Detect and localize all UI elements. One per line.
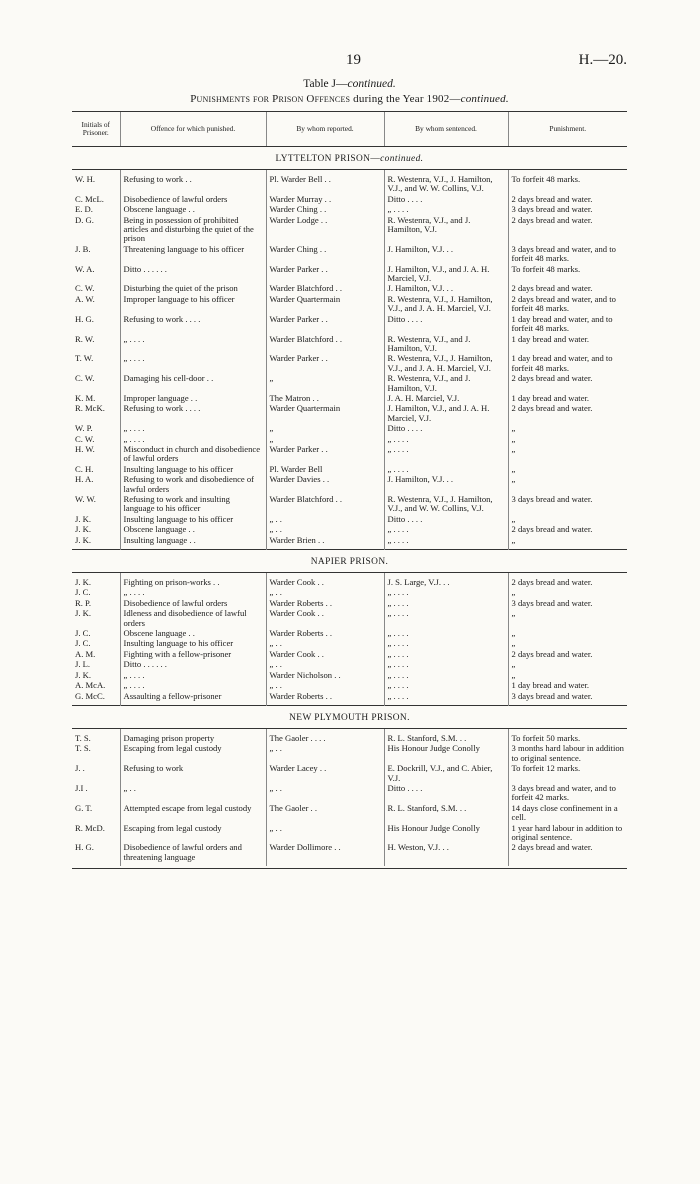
punishment-cell: 3 days bread and water.	[508, 494, 627, 514]
reporter-cell: Warder Quartermain	[266, 294, 384, 314]
offence-cell: Obscene language . .	[120, 628, 266, 638]
sentencer-cell: Ditto . . . .	[384, 783, 508, 803]
table-end-rule	[72, 866, 627, 869]
reporter-cell: „ . .	[266, 659, 384, 669]
sentencer-cell: Ditto . . . .	[384, 314, 508, 334]
sentencer-cell: R. L. Stanford, S.M. . .	[384, 803, 508, 823]
sentencer-cell: „ . . . .	[384, 649, 508, 659]
initials-cell: H. A.	[75, 474, 94, 485]
section-heading-row	[72, 550, 627, 573]
punishment-cell: „	[508, 587, 627, 597]
reporter-cell: The Matron . .	[266, 393, 384, 403]
table-row	[72, 215, 627, 244]
offence-cell: Refusing to work . . . .	[120, 403, 266, 423]
reporter-cell: Warder Cook . .	[266, 577, 384, 587]
initials-cell: J. C.	[75, 628, 91, 639]
initials-cell: R. McK.	[75, 403, 105, 414]
table-row	[72, 373, 627, 393]
sentencer-cell: Ditto . . . .	[384, 423, 508, 433]
table-row	[72, 743, 627, 763]
offence-cell: „ . . . .	[120, 434, 266, 444]
table-row	[72, 423, 627, 433]
offence-cell: Disturbing the quiet of the prison	[120, 283, 266, 293]
punishment-cell: 3 days bread and water, and to forfeit 48 marks.	[508, 244, 627, 264]
punishment-cell: „	[508, 423, 627, 433]
reporter-cell: Pl. Warder Bell . .	[266, 174, 384, 194]
sentencer-cell: R. Westenra, V.J., J. Hamilton, V.J., and J. A. H. Marciel, V.J.	[384, 353, 508, 373]
initials-cell: T. S.	[75, 732, 91, 743]
offence-cell: „ . . . .	[120, 423, 266, 433]
section-heading-row	[72, 147, 627, 170]
initials-cell: J. K.	[75, 534, 91, 545]
reporter-cell: Warder Nicholson . .	[266, 670, 384, 680]
sentencer-cell: „ . . . .	[384, 608, 508, 628]
sentencer-cell: J. S. Large, V.J. . .	[384, 577, 508, 587]
reporter-cell: Warder Davies . .	[266, 474, 384, 494]
table-row	[72, 577, 627, 587]
initials-cell: H. W.	[75, 443, 95, 454]
table-row	[72, 670, 627, 680]
table-row	[72, 608, 627, 628]
reporter-cell: Warder Roberts . .	[266, 598, 384, 608]
reporter-cell: „ . .	[266, 743, 384, 763]
reporter-cell: „ . .	[266, 638, 384, 648]
section-title-text: NEW PLYMOUTH PRISON.	[289, 713, 410, 724]
table-title-italic: continued.	[347, 78, 396, 90]
table-row	[72, 444, 627, 464]
initials-cell: R. McD.	[75, 822, 105, 833]
page-reference: H.—20.	[578, 52, 627, 68]
punishment-cell: 2 days bread and water.	[508, 577, 627, 587]
sentencer-cell: „ . . . .	[384, 587, 508, 597]
offence-cell: Damaging his cell-door . .	[120, 373, 266, 393]
table-row	[72, 638, 627, 648]
punishment-cell: 3 days bread and water.	[508, 598, 627, 608]
reporter-cell: Warder Parker . .	[266, 314, 384, 334]
initials-cell: J.I .	[75, 782, 88, 793]
sentencer-cell: H. Weston, V.J. . .	[384, 842, 508, 862]
reporter-cell: „ . .	[266, 514, 384, 524]
col-reported: By whom reported.	[266, 112, 384, 147]
sentencer-cell: „ . . . .	[384, 691, 508, 701]
sentencer-cell: Ditto . . . .	[384, 194, 508, 204]
table-title	[72, 78, 627, 93]
table-row	[72, 628, 627, 638]
punishment-cell: „	[508, 434, 627, 444]
reporter-cell: Warder Parker . .	[266, 264, 384, 284]
offence-cell: Refusing to work . . . .	[120, 314, 266, 334]
punishment-cell: 3 months hard labour in addition to original sentence.	[508, 743, 627, 763]
punishment-cell: 1 day bread and water, and to forfeit 48 marks.	[508, 314, 627, 334]
initials-cell: C. McL.	[75, 193, 104, 204]
reporter-cell: „	[266, 423, 384, 433]
initials-cell: W. A.	[75, 263, 95, 274]
initials-cell: J. L.	[75, 659, 91, 670]
table-row	[72, 283, 627, 293]
section-heading-row	[72, 705, 627, 728]
punishment-cell: „	[508, 608, 627, 628]
punishment-cell: 1 day bread and water.	[508, 334, 627, 354]
subtitle-smallcaps: Punishments for Prison Offences	[190, 93, 351, 105]
initials-cell: G. McC.	[75, 690, 105, 701]
offence-cell: Disobedience of lawful orders and threatening language	[120, 842, 266, 862]
sentencer-cell: „ . . . .	[384, 670, 508, 680]
punishment-cell: 2 days bread and water.	[508, 842, 627, 862]
table-row	[72, 535, 627, 545]
section-title	[72, 147, 627, 170]
table-row	[72, 691, 627, 701]
offence-cell: „ . . . .	[120, 670, 266, 680]
punishment-cell: „	[508, 659, 627, 669]
col-initials: Initials of Prisoner.	[72, 112, 120, 147]
table-row	[72, 842, 627, 862]
sentencer-cell: J. A. H. Marciel, V.J.	[384, 393, 508, 403]
table-row	[72, 294, 627, 314]
initials-cell: J. K.	[75, 669, 91, 680]
table-row	[72, 264, 627, 284]
initials-cell: D. G.	[75, 214, 94, 225]
offence-cell: Disobedience of lawful orders	[120, 194, 266, 204]
reporter-cell: „	[266, 373, 384, 393]
sentencer-cell: „ . . . .	[384, 628, 508, 638]
initials-cell: W. W.	[75, 494, 96, 504]
sentencer-cell: R. Westenra, V.J., and J. Hamilton, V.J.	[384, 334, 508, 354]
sentencer-cell: R. Westenra, V.J., and J. Hamilton, V.J.	[384, 215, 508, 244]
reporter-cell: Warder Cook . .	[266, 649, 384, 659]
subtitle-mid: during the Year 1902—	[350, 93, 461, 105]
reporter-cell: The Gaoler . .	[266, 803, 384, 823]
punishment-cell: 2 days bread and water.	[508, 403, 627, 423]
initials-cell: J. .	[75, 763, 85, 774]
punishment-cell: „	[508, 638, 627, 648]
punishment-cell: 2 days bread and water.	[508, 215, 627, 244]
offence-cell: Misconduct in church and disobedience of lawful orders	[120, 444, 266, 464]
offence-cell: Improper language . .	[120, 393, 266, 403]
punishment-cell: „	[508, 514, 627, 524]
offence-cell: Threatening language to his officer	[120, 244, 266, 264]
sentencer-cell: R. Westenra, V.J., J. Hamilton, V.J., and J. A. H. Marciel, V.J.	[384, 294, 508, 314]
reporter-cell: Warder Dollimore . .	[266, 842, 384, 862]
document-page	[72, 52, 627, 869]
end-rule-cell	[72, 866, 627, 869]
initials-cell: E. D.	[75, 204, 93, 215]
table-row	[72, 598, 627, 608]
offence-cell: Insulting language to his officer	[120, 464, 266, 474]
sentencer-cell: J. Hamilton, V.J., and J. A. H. Marciel, V.J.	[384, 403, 508, 423]
offence-cell: „ . . . .	[120, 353, 266, 373]
table-row	[72, 353, 627, 373]
reporter-cell: „ . .	[266, 783, 384, 803]
table-row	[72, 680, 627, 690]
sentencer-cell: „ . . . .	[384, 659, 508, 669]
reporter-cell: Warder Quartermain	[266, 403, 384, 423]
punishment-cell: 3 days bread and water.	[508, 204, 627, 214]
reporter-cell: Warder Murray . .	[266, 194, 384, 204]
initials-cell: C. H.	[75, 463, 94, 474]
punishment-cell: 1 day bread and water.	[508, 680, 627, 690]
initials-cell: K. M.	[75, 392, 96, 403]
table-row	[72, 403, 627, 423]
section-title	[72, 550, 627, 573]
initials-cell: J. C.	[75, 587, 91, 598]
initials-cell: T. W.	[75, 353, 94, 364]
sentencer-cell: J. Hamilton, V.J. . .	[384, 474, 508, 494]
offence-cell: Assaulting a fellow-prisoner	[120, 691, 266, 701]
table-row	[72, 194, 627, 204]
initials-cell: J. K.	[75, 577, 91, 588]
offence-cell: Attempted escape from legal custody	[120, 803, 266, 823]
initials-cell: J. K.	[75, 513, 91, 524]
initials-cell: R. P.	[75, 597, 92, 608]
reporter-cell: Warder Blatchford . .	[266, 283, 384, 293]
offence-cell: Being in possession of prohibited articles and disturbing the quiet of the prison	[120, 215, 266, 244]
table-row	[72, 204, 627, 214]
reporter-cell: Warder Parker . .	[266, 444, 384, 464]
sentencer-cell: „ . . . .	[384, 680, 508, 690]
initials-cell: J. K.	[75, 524, 91, 535]
offence-cell: „ . . . .	[120, 587, 266, 597]
offence-cell: Refusing to work and disobedience of lawful orders	[120, 474, 266, 494]
offence-cell: Refusing to work	[120, 763, 266, 783]
offence-cell: „ . . . .	[120, 680, 266, 690]
subtitle-italic: continued.	[460, 93, 509, 105]
punishment-cell: 2 days bread and water.	[508, 283, 627, 293]
initials-cell: A. McA.	[75, 680, 106, 691]
reporter-cell: „ . .	[266, 524, 384, 534]
punishment-cell: 1 day bread and water.	[508, 393, 627, 403]
punishment-cell: 14 days close confinement in a cell.	[508, 803, 627, 823]
offence-cell: Ditto . . . . . .	[120, 659, 266, 669]
punishment-cell: „	[508, 628, 627, 638]
reporter-cell: „ . .	[266, 587, 384, 597]
initials-cell: W. H.	[75, 174, 95, 184]
initials-cell: J. B.	[75, 243, 91, 254]
punishment-cell: „	[508, 670, 627, 680]
sentencer-cell: J. Hamilton, V.J., and J. A. H. Marciel, V.J.	[384, 264, 508, 284]
punishment-cell: To forfeit 12 marks.	[508, 763, 627, 783]
sentencer-cell: „ . . . .	[384, 524, 508, 534]
offence-cell: Insulting language . .	[120, 535, 266, 545]
punishment-cell: 1 day bread and water, and to forfeit 48 marks.	[508, 353, 627, 373]
table-row	[72, 649, 627, 659]
sentencer-cell: „ . . . .	[384, 434, 508, 444]
section-title	[72, 705, 627, 728]
section-title-italic: continued.	[380, 154, 424, 165]
offence-cell: Damaging prison property	[120, 733, 266, 743]
offence-cell: Fighting with a fellow-prisoner	[120, 649, 266, 659]
reporter-cell: Warder Blatchford . .	[266, 334, 384, 354]
reporter-cell: Warder Brien . .	[266, 535, 384, 545]
reporter-cell: Warder Roberts . .	[266, 628, 384, 638]
initials-cell: R. W.	[75, 333, 95, 344]
offence-cell: Refusing to work . .	[120, 174, 266, 194]
initials-cell: T. S.	[75, 743, 91, 754]
punishment-cell: 2 days bread and water.	[508, 649, 627, 659]
punishment-cell: 1 year hard labour in addition to original sentence.	[508, 823, 627, 843]
offence-cell: Obscene language . .	[120, 204, 266, 214]
punishments-table	[72, 111, 627, 869]
table-row	[72, 587, 627, 597]
reporter-cell: Pl. Warder Bell	[266, 464, 384, 474]
sentencer-cell: R. Westenra, V.J., J. Hamilton, V.J., and W. W. Collins, V.J.	[384, 174, 508, 194]
table-row	[72, 434, 627, 444]
punishment-cell: 3 days bread and water.	[508, 691, 627, 701]
reporter-cell: Warder Ching . .	[266, 244, 384, 264]
table-row	[72, 174, 627, 194]
reporter-cell: Warder Lacey . .	[266, 763, 384, 783]
initials-cell: W. P.	[75, 423, 93, 434]
offence-cell: Escaping from legal custody	[120, 743, 266, 763]
sentencer-cell: His Honour Judge Conolly	[384, 743, 508, 763]
table-row	[72, 474, 627, 494]
initials-cell: J. C.	[75, 638, 91, 649]
sentencer-cell: „ . . . .	[384, 535, 508, 545]
table-header-row	[72, 112, 627, 147]
col-offence: Offence for which punished.	[120, 112, 266, 147]
reporter-cell: Warder Lodge . .	[266, 215, 384, 244]
offence-cell: „ . . . .	[120, 334, 266, 354]
table-row	[72, 524, 627, 534]
punishment-cell: 2 days bread and water, and to forfeit 48 marks.	[508, 294, 627, 314]
table-row	[72, 494, 627, 514]
reporter-cell: „	[266, 434, 384, 444]
sentencer-cell: R. Westenra, V.J., and J. Hamilton, V.J.	[384, 373, 508, 393]
punishment-cell: To forfeit 48 marks.	[508, 174, 627, 194]
sentencer-cell: R. Westenra, V.J., J. Hamilton, V.J., and W. W. Collins, V.J.	[384, 494, 508, 514]
initials-cell: C. W.	[75, 373, 95, 384]
offence-cell: Escaping from legal custody	[120, 823, 266, 843]
initials-cell: C. W.	[75, 433, 95, 444]
section-title-text: LYTTELTON PRISON—	[275, 154, 381, 165]
table-subtitle	[72, 93, 627, 111]
initials-cell: H. G.	[75, 842, 94, 853]
table-row	[72, 314, 627, 334]
col-sentenced: By whom sentenced.	[384, 112, 508, 147]
reporter-cell: „ . .	[266, 680, 384, 690]
sentencer-cell: J. Hamilton, V.J. . .	[384, 244, 508, 264]
table-row	[72, 803, 627, 823]
reporter-cell: Warder Cook . .	[266, 608, 384, 628]
sentencer-cell: E. Dockrill, V.J., and C. Abier, V.J.	[384, 763, 508, 783]
col-punishment: Punishment.	[508, 112, 627, 147]
section-title-text: NAPIER PRISON.	[310, 557, 389, 568]
initials-cell: A. M.	[75, 648, 96, 659]
table-row	[72, 514, 627, 524]
initials-cell: H. G.	[75, 313, 94, 324]
reporter-cell: Warder Ching . .	[266, 204, 384, 214]
initials-cell: J. K.	[75, 608, 91, 619]
offence-cell: Ditto . . . . . .	[120, 264, 266, 284]
punishment-cell: „	[508, 474, 627, 494]
reporter-cell: Warder Roberts . .	[266, 691, 384, 701]
offence-cell: Refusing to work and insulting language to his officer	[120, 494, 266, 514]
offence-cell: Insulting language to his officer	[120, 514, 266, 524]
table-title-main: Table J—	[303, 78, 348, 90]
reporter-cell: The Gaoler . . . .	[266, 733, 384, 743]
sentencer-cell: J. Hamilton, V.J. . .	[384, 283, 508, 293]
punishment-cell: 3 days bread and water, and to forfeit 42 marks.	[508, 783, 627, 803]
punishment-cell: „	[508, 444, 627, 464]
table-row	[72, 783, 627, 803]
reporter-cell: Warder Parker . .	[266, 353, 384, 373]
offence-cell: Insulting language to his officer	[120, 638, 266, 648]
sentencer-cell: „ . . . .	[384, 204, 508, 214]
offence-cell: Idleness and disobedience of lawful orders	[120, 608, 266, 628]
page-number: 19	[346, 52, 361, 68]
sentencer-cell: R. L. Stanford, S.M. . .	[384, 733, 508, 743]
sentencer-cell: His Honour Judge Conolly	[384, 823, 508, 843]
offence-cell: „ . .	[120, 783, 266, 803]
sentencer-cell: „ . . . .	[384, 638, 508, 648]
table-row	[72, 393, 627, 403]
initials-cell: A. W.	[75, 293, 95, 304]
offence-cell: Obscene language . .	[120, 524, 266, 534]
initials-cell: G. T.	[75, 802, 93, 813]
punishment-cell: „	[508, 464, 627, 474]
table-body	[72, 147, 627, 869]
page-header	[72, 52, 627, 76]
offence-cell: Fighting on prison-works . .	[120, 577, 266, 587]
punishment-cell: 2 days bread and water.	[508, 194, 627, 204]
table-row	[72, 763, 627, 783]
table-row	[72, 334, 627, 354]
punishment-cell: To forfeit 48 marks.	[508, 264, 627, 284]
sentencer-cell: „ . . . .	[384, 598, 508, 608]
initials-cell: C. W.	[75, 283, 95, 294]
table-row	[72, 733, 627, 743]
punishment-cell: „	[508, 535, 627, 545]
sentencer-cell: „ . . . .	[384, 464, 508, 474]
offence-cell: Disobedience of lawful orders	[120, 598, 266, 608]
offence-cell: Improper language to his officer	[120, 294, 266, 314]
sentencer-cell: Ditto . . . .	[384, 514, 508, 524]
table-row	[72, 659, 627, 669]
table-row	[72, 464, 627, 474]
reporter-cell: „ . .	[266, 823, 384, 843]
sentencer-cell: „ . . . .	[384, 444, 508, 464]
punishment-cell: 2 days bread and water.	[508, 373, 627, 393]
punishment-cell: 2 days bread and water.	[508, 524, 627, 534]
table-row	[72, 244, 627, 264]
punishment-cell: To forfeit 50 marks.	[508, 733, 627, 743]
table-row	[72, 823, 627, 843]
reporter-cell: Warder Blatchford . .	[266, 494, 384, 514]
